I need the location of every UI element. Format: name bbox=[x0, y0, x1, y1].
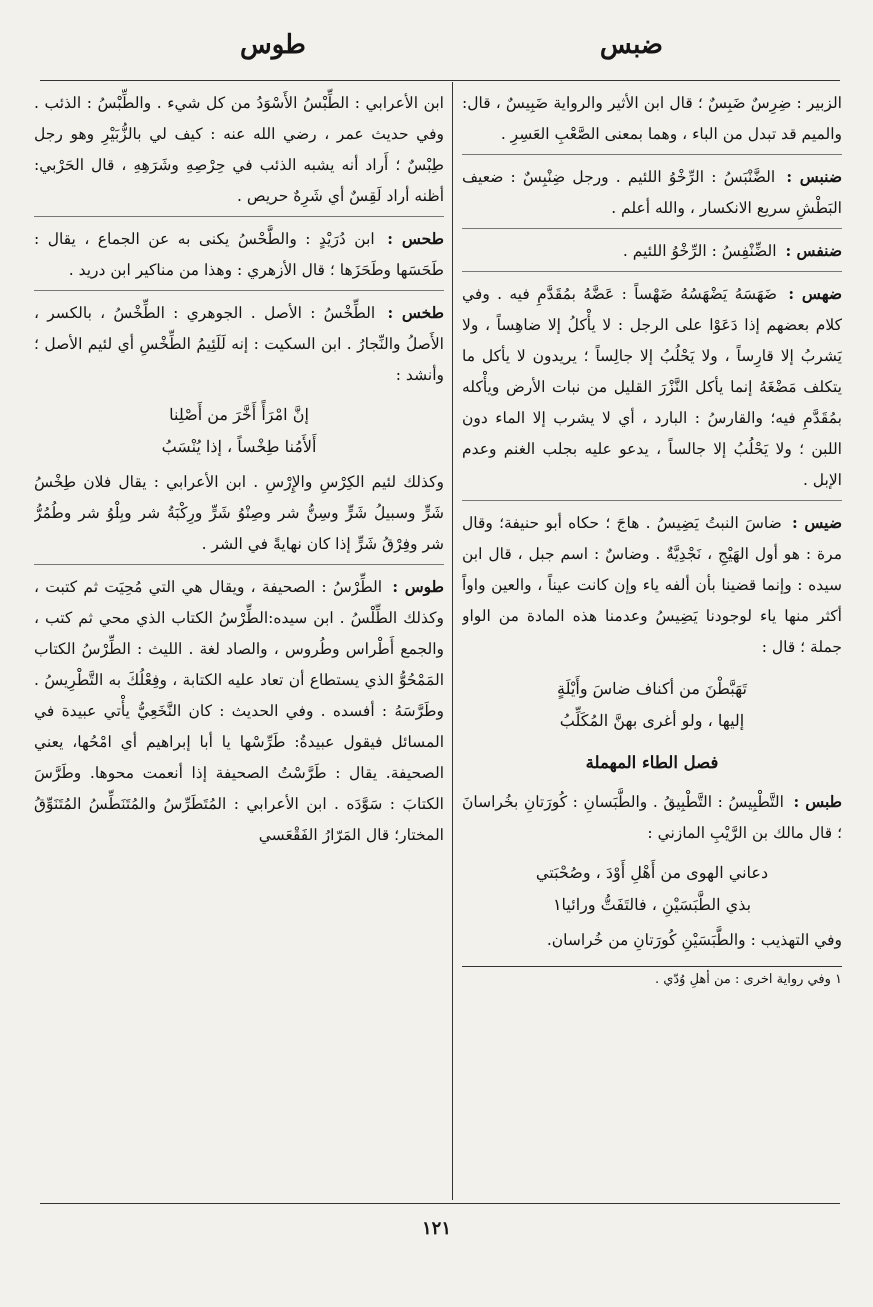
entry-taras bbox=[34, 571, 444, 855]
entry-text-after-verse: وفي التهذيب : والطَّبَسَيْنِ كُورَتانِ من خُراسان. bbox=[546, 931, 842, 949]
entry-dhahas bbox=[462, 278, 842, 501]
entry-continuation bbox=[462, 88, 842, 155]
entry-tabas bbox=[462, 786, 842, 853]
entry-lemma: ضنفس : bbox=[785, 241, 842, 260]
top-rule bbox=[40, 80, 840, 81]
entry-dhanbas bbox=[462, 161, 842, 229]
right-running-headword: ضبس bbox=[599, 30, 663, 60]
entry-lemma: طحس : bbox=[387, 229, 444, 248]
entry-text: الطِّخْسُ : الأصل . الجوهري : الطِّخْسُ ، بالكسر ، الأَصلُ والنِّجارُ . ابن السكيت : إنه لَلَئِيمُ الطِّخْسِ أي لئيم الأصل ؛ وأنشد : bbox=[34, 304, 444, 384]
entry-dhanfas bbox=[462, 235, 842, 272]
section-title: فصل الطاء المهملة bbox=[585, 753, 719, 772]
entry-dhays bbox=[462, 507, 842, 667]
entry-text: ابن دُرَيْدٍ : والطَّحْسُ يكنى به عن الجماع ، يقال : طَحَسَها وطَحَزَها ؛ قال الأزهري : وهذا من مناكير ابن دريد . bbox=[34, 230, 444, 279]
bottom-rule bbox=[40, 1203, 840, 1204]
entry-takhas bbox=[34, 297, 444, 395]
entry-continuation: ابن الأعرابي : الطِّبْسُ الأَسْوَدُ من كل شيء . والطِّبْسُ : الذئب . وفي حديث عمر ، رضي الله عنه : كيف لي بالزُّبَيْرِ وهو رجل طِبْسٌ ؛ أَراد أنه يشبه الذئب في حِرْصِهِ وشَرَهِهِ ، قال الحَرْبي: أظنه أراد لَقِسٌ أي شَرِهٌ حريص . bbox=[34, 88, 444, 217]
verse-line: إنَّ امْرَأً أَخَّرَ من أَصْلِنا bbox=[169, 405, 309, 424]
entry-lemma: ضيس : bbox=[791, 513, 842, 532]
verse-line: أَلأَمُنا طِخْساً ، إذا يُنْسَبُ bbox=[161, 437, 317, 456]
left-running-headword: طوس bbox=[240, 30, 306, 60]
left-column bbox=[34, 88, 444, 1198]
verse-line: بذي الطَّبَسَيْنِ ، فالتَفَتُّ ورائيا١ bbox=[552, 895, 752, 914]
entry-text: الضَّنْبَسُ : الرِّخْوُ اللئيم . ورجل ضِنْبِسٌ : ضعيف البَطْشِ سريع الانكسار ، والله أعلم . bbox=[462, 168, 842, 217]
footnote: ١ وفي رواية اخرى : من أهلِ وُدّي . bbox=[462, 966, 842, 991]
entry-lemma: ضهس : bbox=[788, 284, 842, 303]
entry-tahas bbox=[34, 223, 444, 291]
page-header bbox=[40, 30, 833, 70]
verse-line: إليها ، ولو أغرى بهنَّ المُكَلِّبُ bbox=[559, 711, 745, 730]
entry-text: الضِّنْفِسُ : الرِّخْوُ اللئيم . bbox=[622, 242, 777, 260]
page-number: ١٢١ bbox=[421, 1218, 451, 1239]
verse-line: تَهَبَّطْنَ من أكناف ضاسَ وأَيْلَةٍ bbox=[557, 679, 747, 698]
entry-text-after-verse: وكذلك لئيم الكِرْسِ والإِرْسِ . ابن الأعرابي : يقال فلان طِخْسُ شَرٍّ وسبيلُ شَرٍّ وسِنُّ شر وصِنْوُ شَرٍّ ورِكْبَةُ شر وبِلْوُ شر وطُمُرُّ شر وفِرْقُ شَرٍّ إذا كان نهايةً في الشر . bbox=[34, 467, 444, 565]
verse-block bbox=[462, 673, 842, 737]
verse-block bbox=[34, 399, 444, 463]
entry-text: ضاسَ النبتُ يَضِيسُ . هاجَ ؛ حكاه أبو حنيفة؛ وقال مرة : هو أول الهَيْجِ ، نَجْدِيَّةٌ . وضاسٌ : اسم جبل ، قال ابن سيده : وإنما قضينا بأن ألفه ياء وإن كانت عيناً ، والعين واواً أكثر منها ياء لوجودنا يَضِيسُ وعدمنا هذه المادة من الواو جملة ؛ قال : bbox=[462, 514, 842, 656]
entry-lemma: ضنبس : bbox=[786, 167, 842, 186]
entry-text: الزبير : ضِرِسٌ ضَبِسٌ ؛ قال ابن الأثير والرواية ضَبِيسٌ ، قال: والميم قد تبدل من الباء ، وهما بمعنى الصَّعْبِ العَسِرِ . bbox=[462, 94, 842, 143]
column-divider bbox=[452, 82, 453, 1200]
entry-lemma: طبس : bbox=[793, 792, 842, 811]
right-column bbox=[462, 88, 842, 1198]
entry-text: ضَهَسَهُ يَضْهَسُهُ ضَهْساً : عَضَّهُ بمُقَدَّمِ فيه . وفي كلام بعضهم إذا دَعَوْا على الرجل : لا يأْكلُ إلا ضاهِساً ، ولا يَشربُ إلا قارِساً ، ولا يَحْلُبُ إلا جالِساً ؛ يريدون لا يأكل ما يتكلف مَضْغَهُ إنما يأكل النَّزْرَ القليل من نبات الأرض ويأْكله بمُقَدَّمِ فيه؛ والقارسُ : البارد ، أي لا يشرب إلا الماء دون اللبن ؛ ولا يَحْلُبُ إلا جالساً ، يدعو عليه بجلب الغنم وعدم الإبل . bbox=[462, 285, 842, 489]
entry-text: التَّطْبِيسُ : التَّطْبِيقُ . والطَّبَسانِ : كُورَتانِ بخُراسانَ ؛ قال مالك بن الرَّيْبِ المازني : bbox=[462, 793, 842, 842]
entry-text: الطِّرْسُ : الصحيفة ، ويقال هي التي مُحِيَت ثم كتبت ، وكذلك الطِّلْسُ . ابن سيده:الطِّرْسُ الكتاب الذي محي ثم كتب ، والجمع أَطْراس وطُروس ، والصاد لغة . الليث : الطِّرْسُ الكتاب المَمْحُوُّ الذي يستطاع أن تعاد عليه الكتابة ، وفِعْلُكَ به التَّطْرِيسُ . وطَرَّسَهُ : أفسده . وفي الحديث : كان النَّخَعِيُّ يأْتي عبيدة في المسائل فيقول عبيدةُ: طَرِّسْها يا أبا إبراهيم أي امْحُها، يعني الصحيفة. يقال : طَرَّسْتُ الصحيفة إذا أنعمت محوها. وطَرَّسَ الكتابَ : سَوَّدَه . ابن الأعرابي : المُتَطَرِّسُ والمُتَنَطِّسُ المُتَنَوِّقُ المختار؛ قال المَرّارُ الفَقْعَسي bbox=[34, 578, 444, 844]
verse-line: دعاني الهوى من أَهْلِ أَوْدَ ، وصُحْبَتي bbox=[535, 863, 769, 882]
verse-block bbox=[462, 857, 842, 921]
entry-lemma: طخس : bbox=[387, 303, 444, 322]
entry-lemma: طوس : bbox=[392, 577, 444, 596]
